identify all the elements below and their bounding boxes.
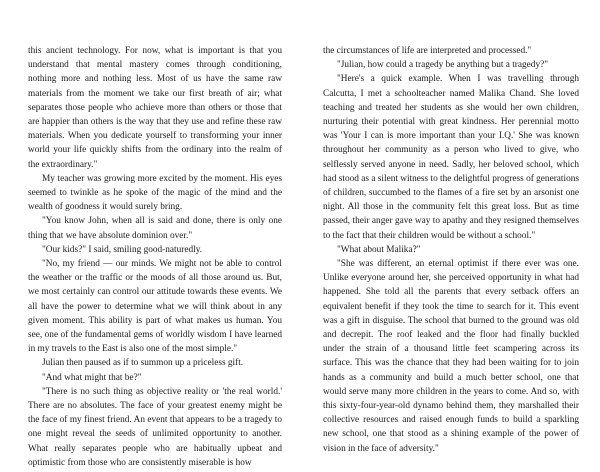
right-page: [323, 44, 579, 456]
left-paragraph-7: "And what might that be?": [42, 372, 142, 383]
right-paragraph-1: the circumstances of life are interpreted and processed.": [323, 46, 532, 56]
right-paragraph-3: "Here's a quick example. When I was travelling through Calcutta, I met a schoolteacher named Malika Chand. She loved teaching and treated her students as she would her own children, nurturing their potential with great kindness. Her perennial motto was 'Your I can is more important than your I.Q.' She was known throughout her community as a person who lived to give, who selflessly served anyone in need. Sadly, her beloved school, which had stood as a silent witness to the delightful progress of generations of children, succumbed to the flames of a fire set by an arsonist one night. All those in the community felt this great loss. But as time passed, their anger gave way to apathy and they resigned themselves to the fact that their children would be without a school.": [323, 74, 579, 241]
left-page: [28, 44, 282, 470]
right-paragraph-4: "What about Malika?": [337, 244, 421, 255]
left-paragraph-4: "Our kids?" I said, smiling good-naturedly.: [42, 244, 203, 255]
left-paragraph-6: Julian then paused as if to summon up a priceless gift.: [42, 358, 244, 369]
left-paragraph-5: "No, my friend — our minds. We might not be able to control the weather or the traffic or the moods of all those around us. But, we most certainly can control our attitude towards these events. We all have the power to determine what we will think about in any given moment. This ability is part of what makes us human. You see, one of the fundamental gems of worldly wisdom I have learned in my travels to the East is also one of the most simple.": [28, 259, 282, 355]
left-paragraph-3: "You know John, when all is said and done, there is only one thing that we have absolute dominion over.": [28, 216, 282, 241]
left-paragraph-1: this ancient technology. For now, what is important is that you understand that mental mastery comes through conditioning, nothing more and nothing less. Most of us have the same raw materials from the moment we take our first breath of air; what separates those people who achieve more than others or those that are happier than others is the way that they use and refine these raw materials. When you dedicate yourself to transforming your inner world your life quickly shifts from the ordinary into the realm of the extraordinary.": [28, 46, 282, 170]
right-paragraph-5: "She was different, an eternal optimist if there ever was one. Unlike everyone around her, she perceived opportunity in what had happened. She told all the parents that every setback offers an equivalent benefit if they took the time to search for it. This event was a gift in disguise. The school that burned to the ground was old and decrepit. The roof leaked and the floor had finally buckled under the strain of a thousand little feet scampering across its surface. This was the chance that they had been waiting for to join hands as a community and build a much better school, one that would serve many more children in the years to come. And so, with this sixty-four-year-old dynamo behind them, they marshalled their collective resources and raised enough funds to build a sparkling new school, one that stood as a shining example of the power of vision in the face of adversity.": [323, 259, 579, 454]
right-paragraph-2: "Julian, how could a tragedy be anything but a tragedy?": [337, 60, 549, 71]
left-paragraph-8: "There is no such thing as objective reality or 'the real world.' There are no absolutes. The face of your greatest enemy might be the face of my finest friend. An event that appears to be a tragedy to one might reveal the seeds of unlimited opportunity to another. What really separates people who are habitually upbeat and optimistic from those who are consistently miserable is how: [28, 386, 282, 468]
left-paragraph-2: My teacher was growing more excited by the moment. His eyes seemed to twinkle as he spoke of the magic of the mind and the wealth of goodness it would surely bring.: [28, 173, 282, 213]
